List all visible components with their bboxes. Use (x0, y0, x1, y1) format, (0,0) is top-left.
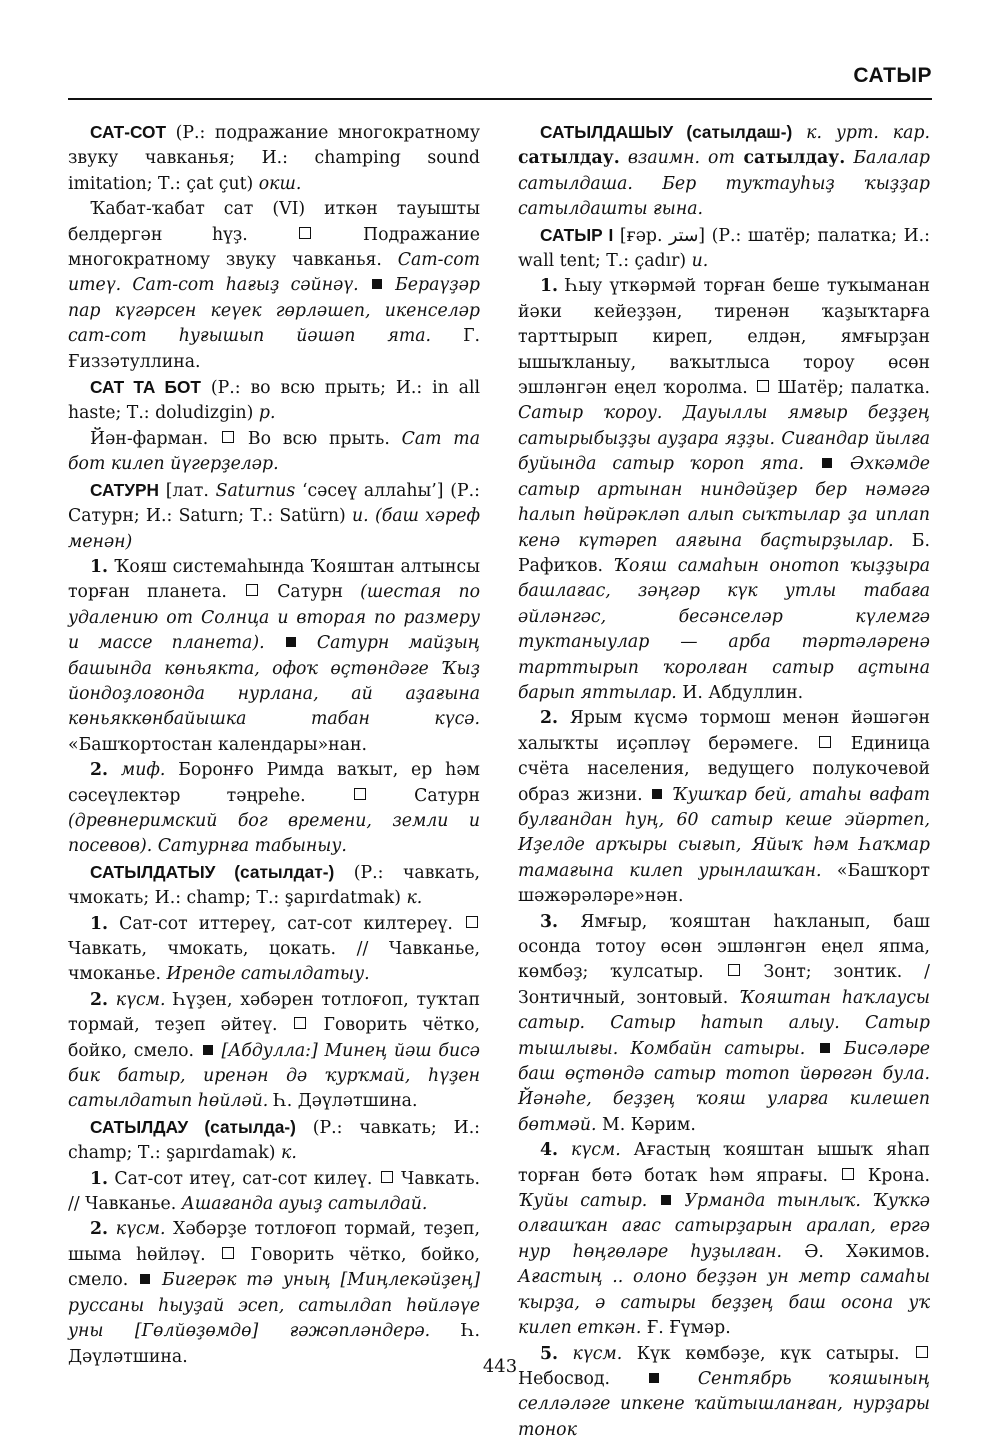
filled-square-icon (822, 458, 832, 468)
filled-square-icon (652, 789, 662, 799)
sense-3: 3. Ямғыр, ҡояштан һаҡланып, баш осонда тотоу өсөн эшләнгән еңел япма, көмбәҙ; ҡулсатыр. Зонт; зонтик. / Зонтичный, зонтовый. Ҡояштан һаҡлаусы сатыр. Сатыр һатып алыу. Сатыр тышлығы. Комбайн сатыры. Бисәләре баш өҫтөндә сатыр тотоп йөрөгән була. Йәнәһе, беҙҙең ҡояш уларға килешеп бөтмәй. М. Кәрим. (518, 911, 930, 1135)
sense-2: 2. күсм. Хәбәрҙе тотлоғоп тормай, теҙеп, шыма һөйләү. Говорить чётко, бойко, смело. Бигерәк тә уның [Миңлекәйҙең] руссаны һыуҙай эсеп, сатылдап һөйләүе уны [Гөлйөҙөмдө] ғәжәпләндерә. Һ. Дәүләтшина. (68, 1219, 480, 1367)
arabic-etymon: ستر (669, 225, 699, 246)
filled-square-icon (140, 1274, 150, 1284)
filled-square-icon (372, 279, 382, 289)
running-header (68, 58, 932, 100)
sense-2: 2. Ярым күсмә тормош менән йәшәгән халыҡты иҫәпләү берәмеге. Единица счёта населения, ведущего полукочевой образ жизни. Ҡушҡар бей, атаһы вафат булғандан һуң, 60 сатыр кеше эйәртеп, Иҙелде арҡыры сығып, Яйыҡ һәм Һаҡмар тамағына килеп урынлашҡан. «Башҡорт шәжәрәләре»нән. (518, 708, 930, 907)
headword: САТУРН (90, 479, 159, 500)
headword: САТ ТА БОТ (90, 377, 201, 398)
open-square-icon (294, 1017, 306, 1029)
headword: САТЫЛДАТЫУ (90, 861, 216, 882)
sense-2: 2. миф. Боронғо Римда ваҡыт, ер һәм сәсеүлектәр тәңреһе. Сатурн (древнеримский бог времени, земли и посевов). Сатурнға табыныу. (68, 760, 480, 857)
headword: САТЫЛДАШЫУ (540, 122, 674, 142)
open-square-icon (728, 964, 740, 976)
sense-1: 1. Сат-сот иттереү, сат-сот килтереү. Чавкать, чмокать, цокать. // Чавканье, чмоканье. Иренде сатылдатыу. (68, 913, 480, 985)
open-square-icon (354, 788, 366, 800)
headword: САТЫЛДАУ (90, 1116, 189, 1137)
sense-2: 2. күсм. Һүҙен, хәбәрен тотлоғоп, туҡтап тормай, теҙеп әйтеү. Говорить чётко, бойко, смело. [Абдулла:] Минең йәш бисә бик батыр, иренән дә ҡурҡмай, һүҙен сатылдатып һөйләй. Һ. Дәүләтшина. (68, 989, 480, 1112)
open-square-icon (819, 736, 831, 748)
entry-satyldashyu: САТЫЛДАШЫУ (сатылдаш-) к. урт. кар. сатылдау. взаимн. от сатылдау. Балалар сатылдаша. Бер туҡтауһыҙ ҡыҙҙар сатылдашты ғына. (518, 122, 930, 220)
headword: САТ-СОТ (90, 122, 167, 142)
sense-5: 5. күсм. Күк көмбәҙе, күк сатыры. Небосвод. Сентябрь ҡояшының селләләге ипкене ҡайтышланған, нурҙары тонок (518, 1343, 930, 1440)
open-square-icon (381, 1171, 393, 1183)
entry-satyr: САТЫР I [ғәр. ستر] (Р.: шатёр; палатка; И.: wall tent; Т.: çadır) и. (518, 224, 930, 272)
sense-4: 4. күсм. Ағастың ҡояштан ышыҡ яһап торған бөтә ботаҡ һәм япрағы. Крона. Ҡуйы сатыр. Урманда тынлыҡ. Ҡуҡкә олғашҡан ағас сатырҙарын аралап, ергә нур һөңгөләре һуҙылған. Ә. Хәкимов. Ағастың .. олоно беҙҙән ун метр самаһы ҡырҙа, ә сатыры беҙҙең баш осона уҡ килеп еткән. Ғ. Ғүмәр. (518, 1140, 931, 1339)
open-square-icon (466, 916, 478, 928)
header-title: САТЫР (853, 64, 932, 87)
sense-1: 1. Ҡояш системаһында Ҡояштан алтынсы торған планета. Сатурн (шестая по удалению от Солнца и вторая по размеру и массе планета). Сатурн майҙың башында көньякта, офоҡ өҫтөндәге Ҡыҙ йондоҙлоғонда нурлана, ай аҙағына көньяккөнбайышка табан күсә. «Башҡортостан календары»нан. (68, 556, 480, 755)
right-column (518, 120, 930, 1443)
entry-saturn: САТУРН [лат. Saturnus ‘сәсеү аллаһы’] (Р.: Сатурн; И.: Saturn; Т.: Satürn) и. (баш хәреф менән) (68, 479, 480, 552)
open-square-icon (757, 380, 769, 392)
open-square-icon (222, 431, 234, 443)
open-square-icon (299, 227, 311, 239)
entry-sat-sot-body: Ҡабат-ҡабат сат (VI) иткән тауышты белдергән һүҙ. Подражание многократному звуку чавканья. Сат-сот итеү. Сат-сот һағыҙ сәйнәү. Бераүҙәр пар күгәрсен кеүек гөрләшеп, икенселәр сат-сот һуғышып йәшәп ята. Г. Ғиззәтуллина. (68, 199, 481, 372)
left-column (68, 120, 480, 1370)
filled-square-icon (820, 1043, 830, 1053)
page-number: 443 (482, 1356, 518, 1377)
entry-sat-sot: САТ-СОТ (Р.: подражание многократному звуку чавканья; И.: champing sound imitation; Т.: çat çut) окш. (68, 122, 480, 194)
open-square-icon (222, 1247, 234, 1259)
entry-satyldatyu: САТЫЛДАТЫУ (сатылдат-) (Р.: чавкать, чмокать; И.: champ; Т.: şapırdatmak) к. (68, 861, 480, 909)
headword: САТЫР I (540, 224, 614, 245)
sense-1: 1. Һыу үткәрмәй торған беше туҡыманан йәки кейеҙҙән, тиренән ҡаҙыҡтарға тарттырып киреп, елдән, ямғырҙан ышыҡланыу, ваҡытлыса тороу өсөн эшләнгән еңел ҡоролма. Шатёр; палатка. Сатыр ҡороу. Дауыллы ямғыр беҙҙең сатырыбыҙҙы ауҙара яҙҙы. Сиғандар йылға буйында сатыр ҡороп ята. Әхкәмде сатыр артынан ниндәйҙер бер нәмәгә һалып һөйрәкләп алып сыҡтылар ҙа иплап кенә күтәреп аяғына баҫтырҙылар. Б. Рафиҡов. Ҡояш самаһын онотоп ҡыҙҙыра башлағас, зәңгәр күк утлы табаға әйләнгәс, бесәнселәр күлемгә туктаныулар — арба тәртәләренә тарттырып ҡоролған сатыр аҫтына барып яттылар. И. Абдуллин. (518, 276, 930, 703)
filled-square-icon (661, 1195, 671, 1205)
open-square-icon (246, 584, 258, 596)
sense-1: 1. Сат-сот итеү, сат-сот килеү. Чавкать. // Чавканье. Ашағанда ауыҙ сатылдай. (68, 1168, 481, 1215)
filled-square-icon (203, 1045, 213, 1055)
open-square-icon (842, 1168, 854, 1180)
filled-square-icon (286, 637, 296, 647)
entry-sat-ta-bot: САТ ТА БОТ (Р.: во всю прыть; И.: in all haste; Т.: doludizgin) р. (68, 377, 480, 424)
entry-satyldau: САТЫЛДАУ (сатылда-) (Р.: чавкать; И.: champ; Т.: şapırdamak) к. (68, 1116, 481, 1164)
entry-sat-ta-bot-body: Йән-фарман. Во всю прыть. Сат та бот килеп йүгерҙеләр. (68, 428, 480, 475)
